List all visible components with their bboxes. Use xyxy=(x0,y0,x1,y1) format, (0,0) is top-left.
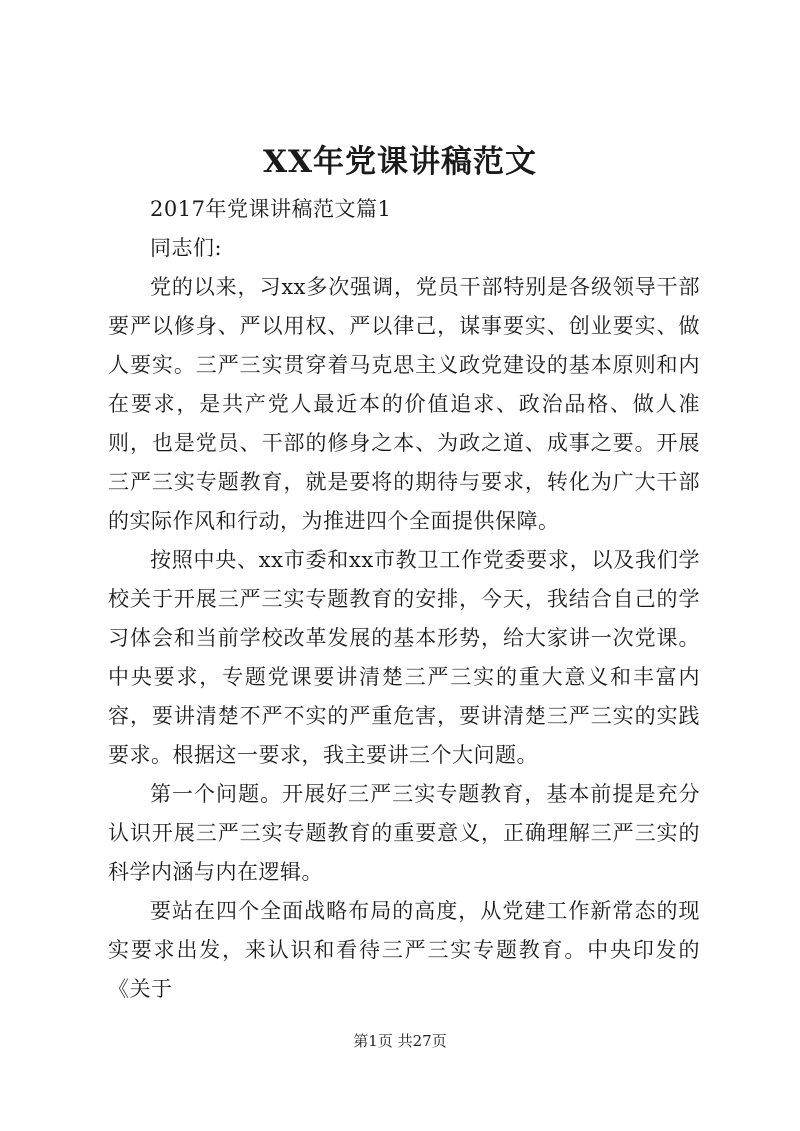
paragraph: 第一个问题。开展好三严三实专题教育，基本前提是充分认识开展三严三实专题教育的重要意义，正确理解三严三实的科学内涵与内在逻辑。 xyxy=(108,782,700,884)
salutation: 同志们: xyxy=(150,236,223,260)
document-body xyxy=(108,190,700,1009)
section-heading: 2017年党课讲稿范文篇1 xyxy=(150,197,392,221)
page-number-footer: 第1页 共27页 xyxy=(353,1032,447,1050)
document-title: XX年党课讲稿范文 xyxy=(262,144,538,180)
paragraph: 党的以来，习xx多次强调，党员干部特别是各级领导干部要严以修身、严以用权、严以律己，谋事要实、创业要实、做人要实。三严三实贯穿着马克思主义政党建设的基本原则和内在要求，是共产党人最近本的价值追求、政治品格、做人准则，也是党员、干部的修身之本、为政之道、成事之要。开展三严三实专题教育，就是要将的期待与要求，转化为广大干部的实际作风和行动，为推进四个全面提供保障。 xyxy=(108,275,700,533)
paragraph: 按照中央、xx市委和xx市教卫工作党委要求，以及我们学校关于开展三严三实专题教育的安排，今天，我结合自己的学习体会和当前学校改革发展的基本形势，给大家讲一次党课。中央要求，专题党课要讲清楚三严三实的重大意义和丰富内容，要讲清楚不严不实的严重危害，要讲清楚三严三实的实践要求。根据这一要求，我主要讲三个大问题。 xyxy=(108,548,700,767)
paragraph: 要站在四个全面战略布局的高度，从党建工作新常态的现实要求出发，来认识和看待三严三实专题教育。中央印发的《关于 xyxy=(108,899,700,1001)
